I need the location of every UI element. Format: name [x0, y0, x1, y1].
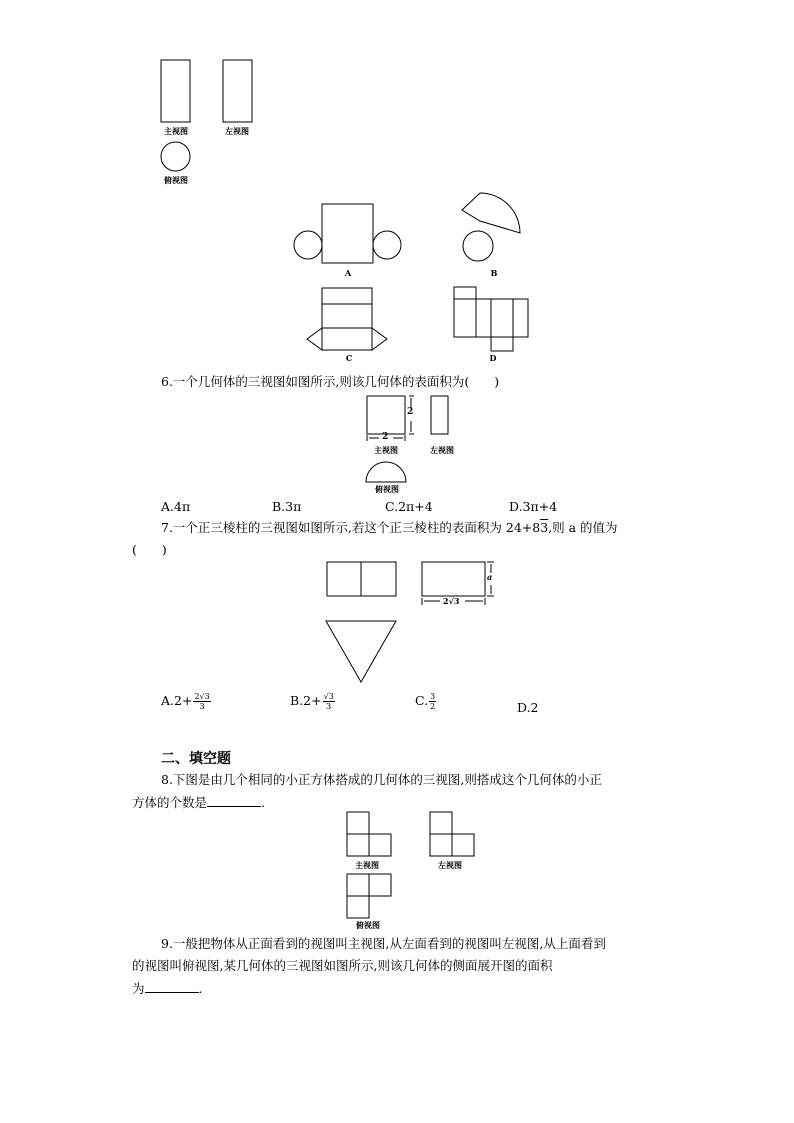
q7-sqrt: 3 — [540, 520, 549, 535]
q5-option-d-label: D — [489, 353, 497, 363]
q8-line1: 8.下图是由几个相同的小正方体搭成的几何体的三视图,则搭成这个几何体的小正 — [161, 772, 602, 787]
q5-option-a-label: A — [344, 268, 352, 278]
q7-dim-a: a — [487, 572, 493, 582]
q6-left-caption: 左视图 — [430, 445, 454, 455]
q8-left-caption: 左视图 — [438, 860, 462, 870]
q5-left-caption: 左视图 — [225, 126, 249, 136]
q7-question-text: 7.一个正三棱柱的三视图如图所示,若这个正三棱柱的表面积为 24+83,则 a 的值为 — [161, 520, 618, 535]
q6-dim-height: 2 — [407, 407, 414, 417]
q6-question-text: 6.一个几何体的三视图如图所示,则该几何体的表面积为( ) — [161, 374, 500, 389]
q6-dim-width: 2 — [382, 432, 389, 442]
q9-line2: 的视图叫俯视图,某几何体的三视图如图所示,则该几何体的侧面展开图的面积 — [132, 958, 553, 973]
q6-front-caption: 主视图 — [374, 445, 398, 455]
q6-choice-a: A.4π — [161, 499, 191, 514]
q8-line2: 方体的个数是 . — [132, 795, 265, 810]
q6-choice-c: C.2π+4 — [385, 499, 433, 514]
section-title: 二、填空题 — [161, 751, 231, 767]
q8-front-caption: 主视图 — [355, 860, 379, 870]
q9-line3: 为 . — [132, 981, 203, 996]
q5-option-b-label: B — [490, 268, 498, 278]
q6-choice-d: D.3π+4 — [509, 499, 558, 514]
q5-option-c-label: C — [345, 353, 353, 363]
q7-choice-b: B.2+ $\frac{√3}{3}$ — [290, 692, 334, 711]
q7-choice-a: A.2+ $\frac{2√3}{3}$ — [161, 692, 210, 711]
q6-top-caption: 俯视图 — [375, 484, 399, 494]
q9-answer-blank[interactable] — [145, 979, 199, 993]
q8-top-caption: 俯视图 — [356, 920, 380, 930]
q7-choice-c: C. $\frac{3}{2}$ — [415, 692, 436, 711]
q9-line1: 9.一般把物体从正面看到的视图叫主视图,从左面看到的视图叫左视图,从上面看到 — [161, 936, 606, 951]
q6-choice-b: B.3π — [272, 499, 302, 514]
q7-dim-width: 2√3 — [443, 596, 460, 606]
q7-paren: ( ) — [132, 542, 167, 557]
q5-front-caption: 主视图 — [164, 126, 188, 136]
q7-choice-d: D.2 — [517, 700, 539, 715]
q5-top-caption: 俯视图 — [164, 175, 188, 185]
